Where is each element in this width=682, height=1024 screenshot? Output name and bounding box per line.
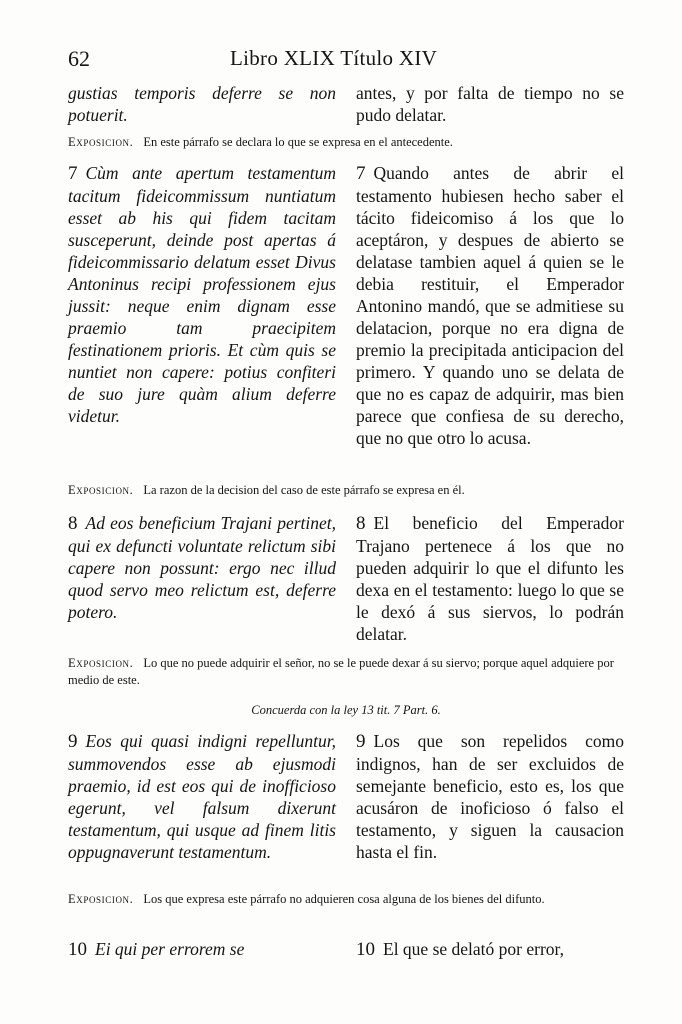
latin-text: 9 Eos qui quasi indigni repelluntur, summovendos esse ab ejusmodi praemio, id est eos qui de inofficioso egerunt, vel falsum dixerunt testamentum, qui usque ad finem litis oppugnaverunt testamentum. xyxy=(68,731,336,862)
spanish-text: 8 El beneficio del Emperador Trajano pertenece á los que no pueden adquirir lo que el difunto les dexa en el testamento: luego lo que se le dexó á sus siervos, lo podrán delatar. xyxy=(356,513,624,644)
paragraph-number: 9 xyxy=(68,731,78,752)
spanish-text: 10 El que se delató por error, xyxy=(356,939,565,960)
exposicion-label: Exposicion. xyxy=(68,656,134,670)
exposicion-text: Lo que no puede adquirir el señor, no se le puede dexar á su siervo; porque aquel adquiere por medio de este. xyxy=(68,656,614,687)
spanish-text: antes, y por falta de tiempo no se pudo delatar. xyxy=(356,83,624,125)
exposicion-note xyxy=(68,134,624,151)
paragraph-number: 9 xyxy=(356,731,366,752)
spanish-text: 9 Los que son repelidos como indignos, han de ser excluidos de semejante beneficio, esto es, los que acusáron de inoficioso ó falso el testamento, y siguen la causacion hasta el fin. xyxy=(356,731,624,862)
paragraph-number: 10 xyxy=(356,939,375,960)
paragraph-number: 8 xyxy=(356,513,366,534)
latin-text: 8 Ad eos beneficium Trajani pertinet, qui ex defuncti voluntate relictum sibi capere non possunt: ergo nec illud quod servo meo relictum est, deferre potero. xyxy=(68,513,336,622)
latin-text: 7 Cùm ante apertum testamentum tacitum fideicommissum nuntiatum esset ab his qui fidem tacitam susceperunt, deinde post apertas á fideicommissario delatum esset Divus Antoninus recipi professionem ejus jussit: neque enim dignam esse praemio tam praecipitem festinationem prioris. Et cùm quis se nuntiet non capere: potius confiteri de suo jure quàm alium deferre videtur. xyxy=(68,163,336,426)
exposicion-label: Exposicion. xyxy=(68,135,134,149)
exposicion-text: Los que expresa este párrafo no adquieren cosa alguna de los bienes del difunto. xyxy=(143,892,545,906)
paragraph-number: 8 xyxy=(68,513,78,534)
page-number: 62 xyxy=(68,46,90,71)
exposicion-note xyxy=(68,482,624,499)
running-title: Libro XLIX Título XIV xyxy=(230,46,438,70)
paragraph-number: 10 xyxy=(68,939,87,960)
paragraph-number: 7 xyxy=(68,163,78,184)
book-page xyxy=(68,0,624,1024)
exposicion-label: Exposicion. xyxy=(68,892,134,906)
exposicion-text: La razon de la decision del caso de este párrafo se expresa en él. xyxy=(143,483,465,497)
paragraph-number: 7 xyxy=(356,163,366,184)
page-header xyxy=(68,46,624,76)
latin-text: gustias temporis deferre se non potuerit. xyxy=(68,83,336,125)
spanish-text: 7 Quando antes de abrir el testamento hubiesen hecho saber el tácito fideicomiso á los que lo aceptáron, y despues de abierto se delatase tambien aquel á quien se le debia restituir, el Emperador Antonino mandó, que se admitiese su delatacion, porque no era digna de premio la precipitada anticipacion del primero. Y quando uno se delata de que no es capaz de adquirir, mas bien parece que confiesa de su derecho, que no que otro lo acusa. xyxy=(356,163,624,448)
concordance-note: Concuerda con la ley 13 tit. 7 Part. 6. xyxy=(251,703,441,717)
latin-text: 10 Ei qui per errorem se xyxy=(68,939,245,960)
exposicion-note xyxy=(68,655,624,689)
exposicion-label: Exposicion. xyxy=(68,483,134,497)
exposicion-note xyxy=(68,891,624,908)
exposicion-text: En este párrafo se declara lo que se expresa en el antecedente. xyxy=(143,135,453,149)
